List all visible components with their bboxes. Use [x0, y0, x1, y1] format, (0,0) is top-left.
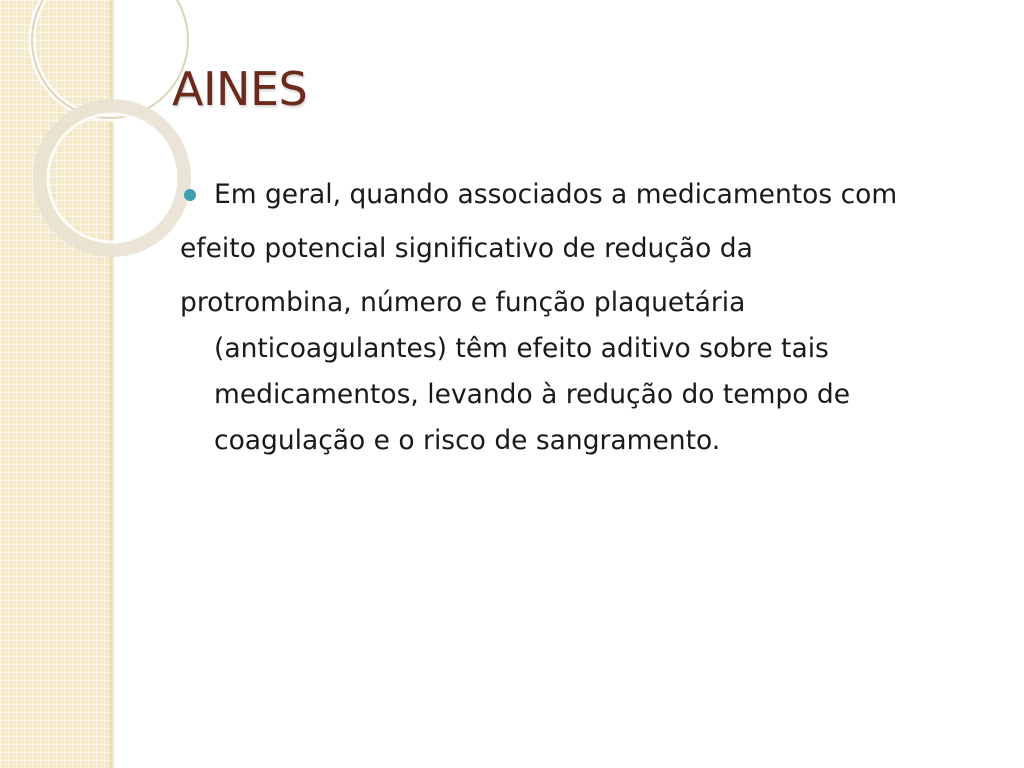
continuation-paragraph — [180, 280, 980, 464]
slide-title: AINES — [172, 62, 308, 116]
paragraph-text: Em geral, quando associados a medicamentos com — [214, 179, 898, 210]
decorative-rings-icon — [0, 0, 200, 260]
bullet-dot-icon — [184, 189, 196, 201]
bullet-paragraph — [180, 172, 980, 218]
paragraph-text: protrombina, número e função plaquetária (anticoagulantes) têm efeito aditivo sobre tais medicamentos, levando à redução do tempo de coagulação e o risco de sangramento. — [180, 287, 851, 456]
continuation-paragraph — [180, 226, 980, 272]
paragraph-text: efeito potencial significativo de redução da — [180, 233, 753, 264]
slide-body — [180, 172, 980, 472]
